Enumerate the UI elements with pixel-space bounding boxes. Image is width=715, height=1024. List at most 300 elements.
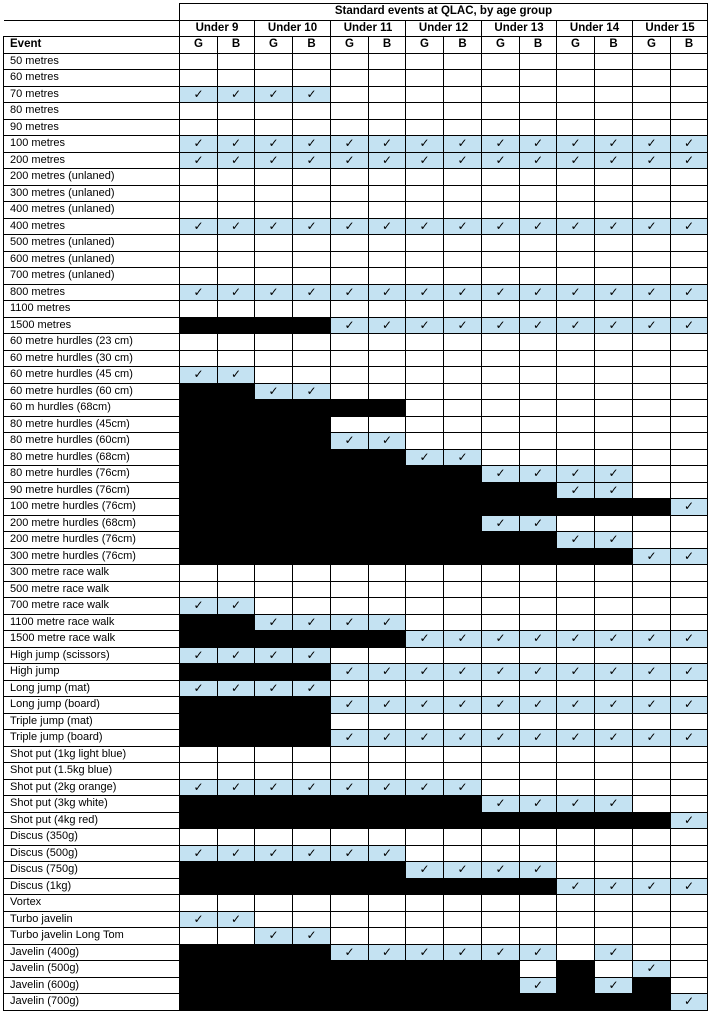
table-row <box>4 400 708 417</box>
check-cell: ✓ <box>595 944 633 961</box>
check-cell: ✓ <box>255 845 293 862</box>
empty-cell <box>520 845 557 862</box>
empty-cell <box>293 185 331 202</box>
empty-cell <box>293 103 331 120</box>
check-cell: ✓ <box>180 152 218 169</box>
empty-cell <box>595 598 633 615</box>
empty-cell <box>595 581 633 598</box>
empty-cell <box>293 53 331 70</box>
check-cell: ✓ <box>595 796 633 813</box>
empty-cell <box>444 647 482 664</box>
check-cell: ✓ <box>444 449 482 466</box>
not-available-cell <box>255 878 293 895</box>
not-available-cell <box>293 994 331 1011</box>
empty-cell <box>633 647 671 664</box>
empty-cell <box>406 713 444 730</box>
empty-cell <box>671 598 708 615</box>
empty-cell <box>671 779 708 796</box>
not-available-cell <box>520 812 557 829</box>
not-available-cell <box>331 482 369 499</box>
check-cell: ✓ <box>671 136 708 153</box>
not-available-cell <box>293 977 331 994</box>
empty-cell <box>671 911 708 928</box>
check-cell: ✓ <box>369 664 406 681</box>
empty-cell <box>406 383 444 400</box>
empty-cell <box>595 647 633 664</box>
empty-cell <box>671 433 708 450</box>
empty-cell <box>406 53 444 70</box>
check-cell: ✓ <box>595 878 633 895</box>
empty-cell <box>218 581 255 598</box>
empty-cell <box>520 680 557 697</box>
not-available-cell <box>255 961 293 978</box>
title-row <box>4 4 708 21</box>
not-available-cell <box>369 878 406 895</box>
empty-cell <box>633 680 671 697</box>
not-available-cell <box>293 400 331 417</box>
empty-cell <box>444 829 482 846</box>
not-available-cell <box>557 812 595 829</box>
empty-cell <box>255 185 293 202</box>
check-cell: ✓ <box>671 317 708 334</box>
not-available-cell <box>633 977 671 994</box>
check-cell: ✓ <box>255 218 293 235</box>
check-cell: ✓ <box>520 796 557 813</box>
table-row <box>4 119 708 136</box>
table-row <box>4 647 708 664</box>
not-available-cell <box>218 977 255 994</box>
check-cell: ✓ <box>369 697 406 714</box>
empty-cell <box>218 350 255 367</box>
empty-cell <box>369 895 406 912</box>
empty-cell <box>482 911 520 928</box>
check-cell: ✓ <box>595 664 633 681</box>
empty-cell <box>557 301 595 318</box>
not-available-cell <box>331 532 369 549</box>
not-available-cell <box>180 878 218 895</box>
not-available-cell <box>444 548 482 565</box>
empty-cell <box>633 367 671 384</box>
check-cell: ✓ <box>520 284 557 301</box>
not-available-cell <box>444 961 482 978</box>
not-available-cell <box>444 812 482 829</box>
check-cell: ✓ <box>557 152 595 169</box>
empty-cell <box>293 763 331 780</box>
not-available-cell <box>180 697 218 714</box>
not-available-cell <box>331 977 369 994</box>
check-cell: ✓ <box>633 136 671 153</box>
empty-cell <box>218 119 255 136</box>
not-available-cell <box>293 449 331 466</box>
table-row <box>4 433 708 450</box>
empty-cell <box>671 251 708 268</box>
check-cell: ✓ <box>633 631 671 648</box>
check-cell: ✓ <box>293 680 331 697</box>
empty-cell <box>180 829 218 846</box>
empty-cell <box>557 928 595 945</box>
empty-cell <box>180 334 218 351</box>
not-available-cell <box>595 499 633 516</box>
check-cell: ✓ <box>369 152 406 169</box>
check-cell: ✓ <box>255 928 293 945</box>
empty-cell <box>520 103 557 120</box>
empty-cell <box>218 70 255 87</box>
not-available-cell <box>444 977 482 994</box>
check-cell: ✓ <box>369 218 406 235</box>
not-available-cell <box>218 664 255 681</box>
empty-cell <box>180 119 218 136</box>
empty-cell <box>633 268 671 285</box>
not-available-cell <box>331 449 369 466</box>
empty-cell <box>595 779 633 796</box>
check-cell: ✓ <box>444 730 482 747</box>
table-row <box>4 565 708 582</box>
check-cell: ✓ <box>557 878 595 895</box>
check-cell: ✓ <box>557 482 595 499</box>
empty-cell <box>671 103 708 120</box>
empty-cell <box>331 202 369 219</box>
not-available-cell <box>557 548 595 565</box>
empty-cell <box>406 598 444 615</box>
check-cell: ✓ <box>331 730 369 747</box>
check-cell: ✓ <box>671 664 708 681</box>
empty-cell <box>671 647 708 664</box>
empty-cell <box>255 202 293 219</box>
empty-cell <box>520 779 557 796</box>
check-cell: ✓ <box>369 284 406 301</box>
empty-cell <box>557 862 595 879</box>
not-available-cell <box>255 515 293 532</box>
not-available-cell <box>293 878 331 895</box>
not-available-cell <box>180 713 218 730</box>
empty-cell <box>633 944 671 961</box>
not-available-cell <box>255 499 293 516</box>
check-cell: ✓ <box>595 152 633 169</box>
not-available-cell <box>595 994 633 1011</box>
age-group-header: Under 13 <box>482 20 557 37</box>
table-row <box>4 713 708 730</box>
check-cell: ✓ <box>369 614 406 631</box>
empty-cell <box>180 763 218 780</box>
check-cell: ✓ <box>444 218 482 235</box>
not-available-cell <box>369 466 406 483</box>
event-name: Long jump (board) <box>4 697 180 714</box>
empty-cell <box>406 928 444 945</box>
empty-cell <box>595 433 633 450</box>
empty-cell <box>595 235 633 252</box>
empty-cell <box>218 103 255 120</box>
empty-cell <box>406 911 444 928</box>
check-cell: ✓ <box>218 845 255 862</box>
not-available-cell <box>444 482 482 499</box>
table-row <box>4 928 708 945</box>
not-available-cell <box>255 548 293 565</box>
event-name: 60 metre hurdles (30 cm) <box>4 350 180 367</box>
empty-cell <box>406 334 444 351</box>
check-cell: ✓ <box>218 152 255 169</box>
check-cell: ✓ <box>444 862 482 879</box>
empty-cell <box>180 103 218 120</box>
not-available-cell <box>180 812 218 829</box>
empty-cell <box>557 202 595 219</box>
empty-cell <box>671 581 708 598</box>
check-cell: ✓ <box>255 680 293 697</box>
gender-header: B <box>595 37 633 54</box>
empty-cell <box>444 119 482 136</box>
empty-cell <box>218 928 255 945</box>
empty-cell <box>369 334 406 351</box>
empty-cell <box>444 367 482 384</box>
empty-cell <box>671 680 708 697</box>
event-name: 60 metre hurdles (23 cm) <box>4 334 180 351</box>
empty-cell <box>482 251 520 268</box>
check-cell: ✓ <box>180 598 218 615</box>
empty-cell <box>255 251 293 268</box>
empty-cell <box>633 581 671 598</box>
not-available-cell <box>406 878 444 895</box>
empty-cell <box>633 383 671 400</box>
check-cell: ✓ <box>595 631 633 648</box>
table-row <box>4 977 708 994</box>
empty-cell <box>444 251 482 268</box>
check-cell: ✓ <box>482 284 520 301</box>
empty-cell <box>331 416 369 433</box>
empty-cell <box>557 70 595 87</box>
not-available-cell <box>218 482 255 499</box>
empty-cell <box>520 961 557 978</box>
check-cell: ✓ <box>331 614 369 631</box>
check-cell: ✓ <box>180 136 218 153</box>
empty-cell <box>482 367 520 384</box>
not-available-cell <box>406 994 444 1011</box>
not-available-cell <box>180 433 218 450</box>
empty-cell <box>671 763 708 780</box>
empty-cell <box>520 334 557 351</box>
empty-cell <box>633 350 671 367</box>
not-available-cell <box>595 812 633 829</box>
not-available-cell <box>331 466 369 483</box>
empty-cell <box>482 829 520 846</box>
empty-cell <box>557 944 595 961</box>
table-row <box>4 367 708 384</box>
empty-cell <box>406 647 444 664</box>
empty-cell <box>595 515 633 532</box>
empty-cell <box>482 169 520 186</box>
not-available-cell <box>180 416 218 433</box>
table-row <box>4 911 708 928</box>
empty-cell <box>444 400 482 417</box>
not-available-cell <box>331 400 369 417</box>
check-cell: ✓ <box>557 218 595 235</box>
empty-cell <box>331 911 369 928</box>
not-available-cell <box>369 400 406 417</box>
empty-cell <box>369 746 406 763</box>
check-cell: ✓ <box>595 218 633 235</box>
not-available-cell <box>369 812 406 829</box>
empty-cell <box>180 746 218 763</box>
check-cell: ✓ <box>255 647 293 664</box>
not-available-cell <box>331 796 369 813</box>
empty-cell <box>255 911 293 928</box>
table-row <box>4 301 708 318</box>
check-cell: ✓ <box>520 466 557 483</box>
event-name: High jump <box>4 664 180 681</box>
not-available-cell <box>218 449 255 466</box>
empty-cell <box>255 70 293 87</box>
empty-cell <box>520 169 557 186</box>
not-available-cell <box>218 416 255 433</box>
not-available-cell <box>218 433 255 450</box>
empty-cell <box>557 746 595 763</box>
not-available-cell <box>406 515 444 532</box>
check-cell: ✓ <box>444 697 482 714</box>
empty-cell <box>444 680 482 697</box>
empty-cell <box>557 845 595 862</box>
empty-cell <box>293 598 331 615</box>
not-available-cell <box>331 994 369 1011</box>
empty-cell <box>255 235 293 252</box>
empty-cell <box>671 119 708 136</box>
table-row <box>4 70 708 87</box>
empty-cell <box>406 581 444 598</box>
event-column-header: Event <box>4 37 180 54</box>
empty-cell <box>557 235 595 252</box>
event-name: 400 metres (unlaned) <box>4 202 180 219</box>
check-cell: ✓ <box>218 647 255 664</box>
table-row <box>4 779 708 796</box>
check-cell: ✓ <box>482 317 520 334</box>
empty-cell <box>293 268 331 285</box>
not-available-cell <box>520 994 557 1011</box>
age-group-header: Under 15 <box>633 20 708 37</box>
empty-cell <box>331 746 369 763</box>
empty-cell <box>331 713 369 730</box>
check-cell: ✓ <box>520 944 557 961</box>
empty-cell <box>482 746 520 763</box>
not-available-cell <box>369 961 406 978</box>
not-available-cell <box>331 961 369 978</box>
table-row <box>4 317 708 334</box>
not-available-cell <box>293 466 331 483</box>
empty-cell <box>293 235 331 252</box>
not-available-cell <box>293 730 331 747</box>
gender-header: B <box>218 37 255 54</box>
table-row <box>4 449 708 466</box>
empty-cell <box>671 367 708 384</box>
gender-header: B <box>444 37 482 54</box>
not-available-cell <box>180 383 218 400</box>
gender-header: G <box>180 37 218 54</box>
empty-cell <box>595 416 633 433</box>
empty-cell <box>369 350 406 367</box>
empty-cell <box>406 367 444 384</box>
not-available-cell <box>633 812 671 829</box>
not-available-cell <box>293 812 331 829</box>
empty-cell <box>369 235 406 252</box>
empty-cell <box>595 895 633 912</box>
not-available-cell <box>331 499 369 516</box>
not-available-cell <box>255 449 293 466</box>
empty-cell <box>482 301 520 318</box>
check-cell: ✓ <box>293 152 331 169</box>
not-available-cell <box>406 977 444 994</box>
event-name: Long jump (mat) <box>4 680 180 697</box>
empty-cell <box>482 581 520 598</box>
not-available-cell <box>406 482 444 499</box>
empty-cell <box>557 400 595 417</box>
empty-cell <box>444 598 482 615</box>
empty-cell <box>520 251 557 268</box>
not-available-cell <box>444 466 482 483</box>
check-cell: ✓ <box>595 532 633 549</box>
not-available-cell <box>293 862 331 879</box>
not-available-cell <box>218 631 255 648</box>
empty-cell <box>557 53 595 70</box>
check-cell: ✓ <box>369 136 406 153</box>
empty-cell <box>369 301 406 318</box>
event-name: 200 metres (unlaned) <box>4 169 180 186</box>
table-row <box>4 862 708 879</box>
empty-cell <box>331 268 369 285</box>
event-name: 200 metre hurdles (76cm) <box>4 532 180 549</box>
empty-cell <box>633 763 671 780</box>
empty-cell <box>520 301 557 318</box>
not-available-cell <box>331 548 369 565</box>
empty-cell <box>482 614 520 631</box>
check-cell: ✓ <box>293 284 331 301</box>
empty-cell <box>595 383 633 400</box>
empty-cell <box>633 845 671 862</box>
table-row <box>4 152 708 169</box>
not-available-cell <box>331 862 369 879</box>
not-available-cell <box>255 400 293 417</box>
check-cell: ✓ <box>331 218 369 235</box>
empty-cell <box>482 598 520 615</box>
empty-cell <box>406 350 444 367</box>
empty-cell <box>520 829 557 846</box>
not-available-cell <box>406 548 444 565</box>
event-name: Shot put (1kg light blue) <box>4 746 180 763</box>
not-available-cell <box>255 631 293 648</box>
empty-cell <box>369 647 406 664</box>
table-row <box>4 235 708 252</box>
empty-cell <box>520 713 557 730</box>
check-cell: ✓ <box>218 367 255 384</box>
check-cell: ✓ <box>293 136 331 153</box>
event-name: Discus (500g) <box>4 845 180 862</box>
empty-cell <box>293 334 331 351</box>
empty-cell <box>482 400 520 417</box>
empty-cell <box>255 829 293 846</box>
not-available-cell <box>218 499 255 516</box>
check-cell: ✓ <box>633 548 671 565</box>
event-name: Javelin (500g) <box>4 961 180 978</box>
empty-cell <box>218 334 255 351</box>
empty-cell <box>633 449 671 466</box>
empty-cell <box>595 911 633 928</box>
table-row <box>4 169 708 186</box>
check-cell: ✓ <box>520 631 557 648</box>
event-name: Shot put (2kg orange) <box>4 779 180 796</box>
empty-cell <box>557 367 595 384</box>
empty-cell <box>218 251 255 268</box>
empty-cell <box>444 334 482 351</box>
empty-cell <box>180 581 218 598</box>
empty-cell <box>369 928 406 945</box>
empty-cell <box>633 119 671 136</box>
not-available-cell <box>406 466 444 483</box>
check-cell: ✓ <box>255 383 293 400</box>
